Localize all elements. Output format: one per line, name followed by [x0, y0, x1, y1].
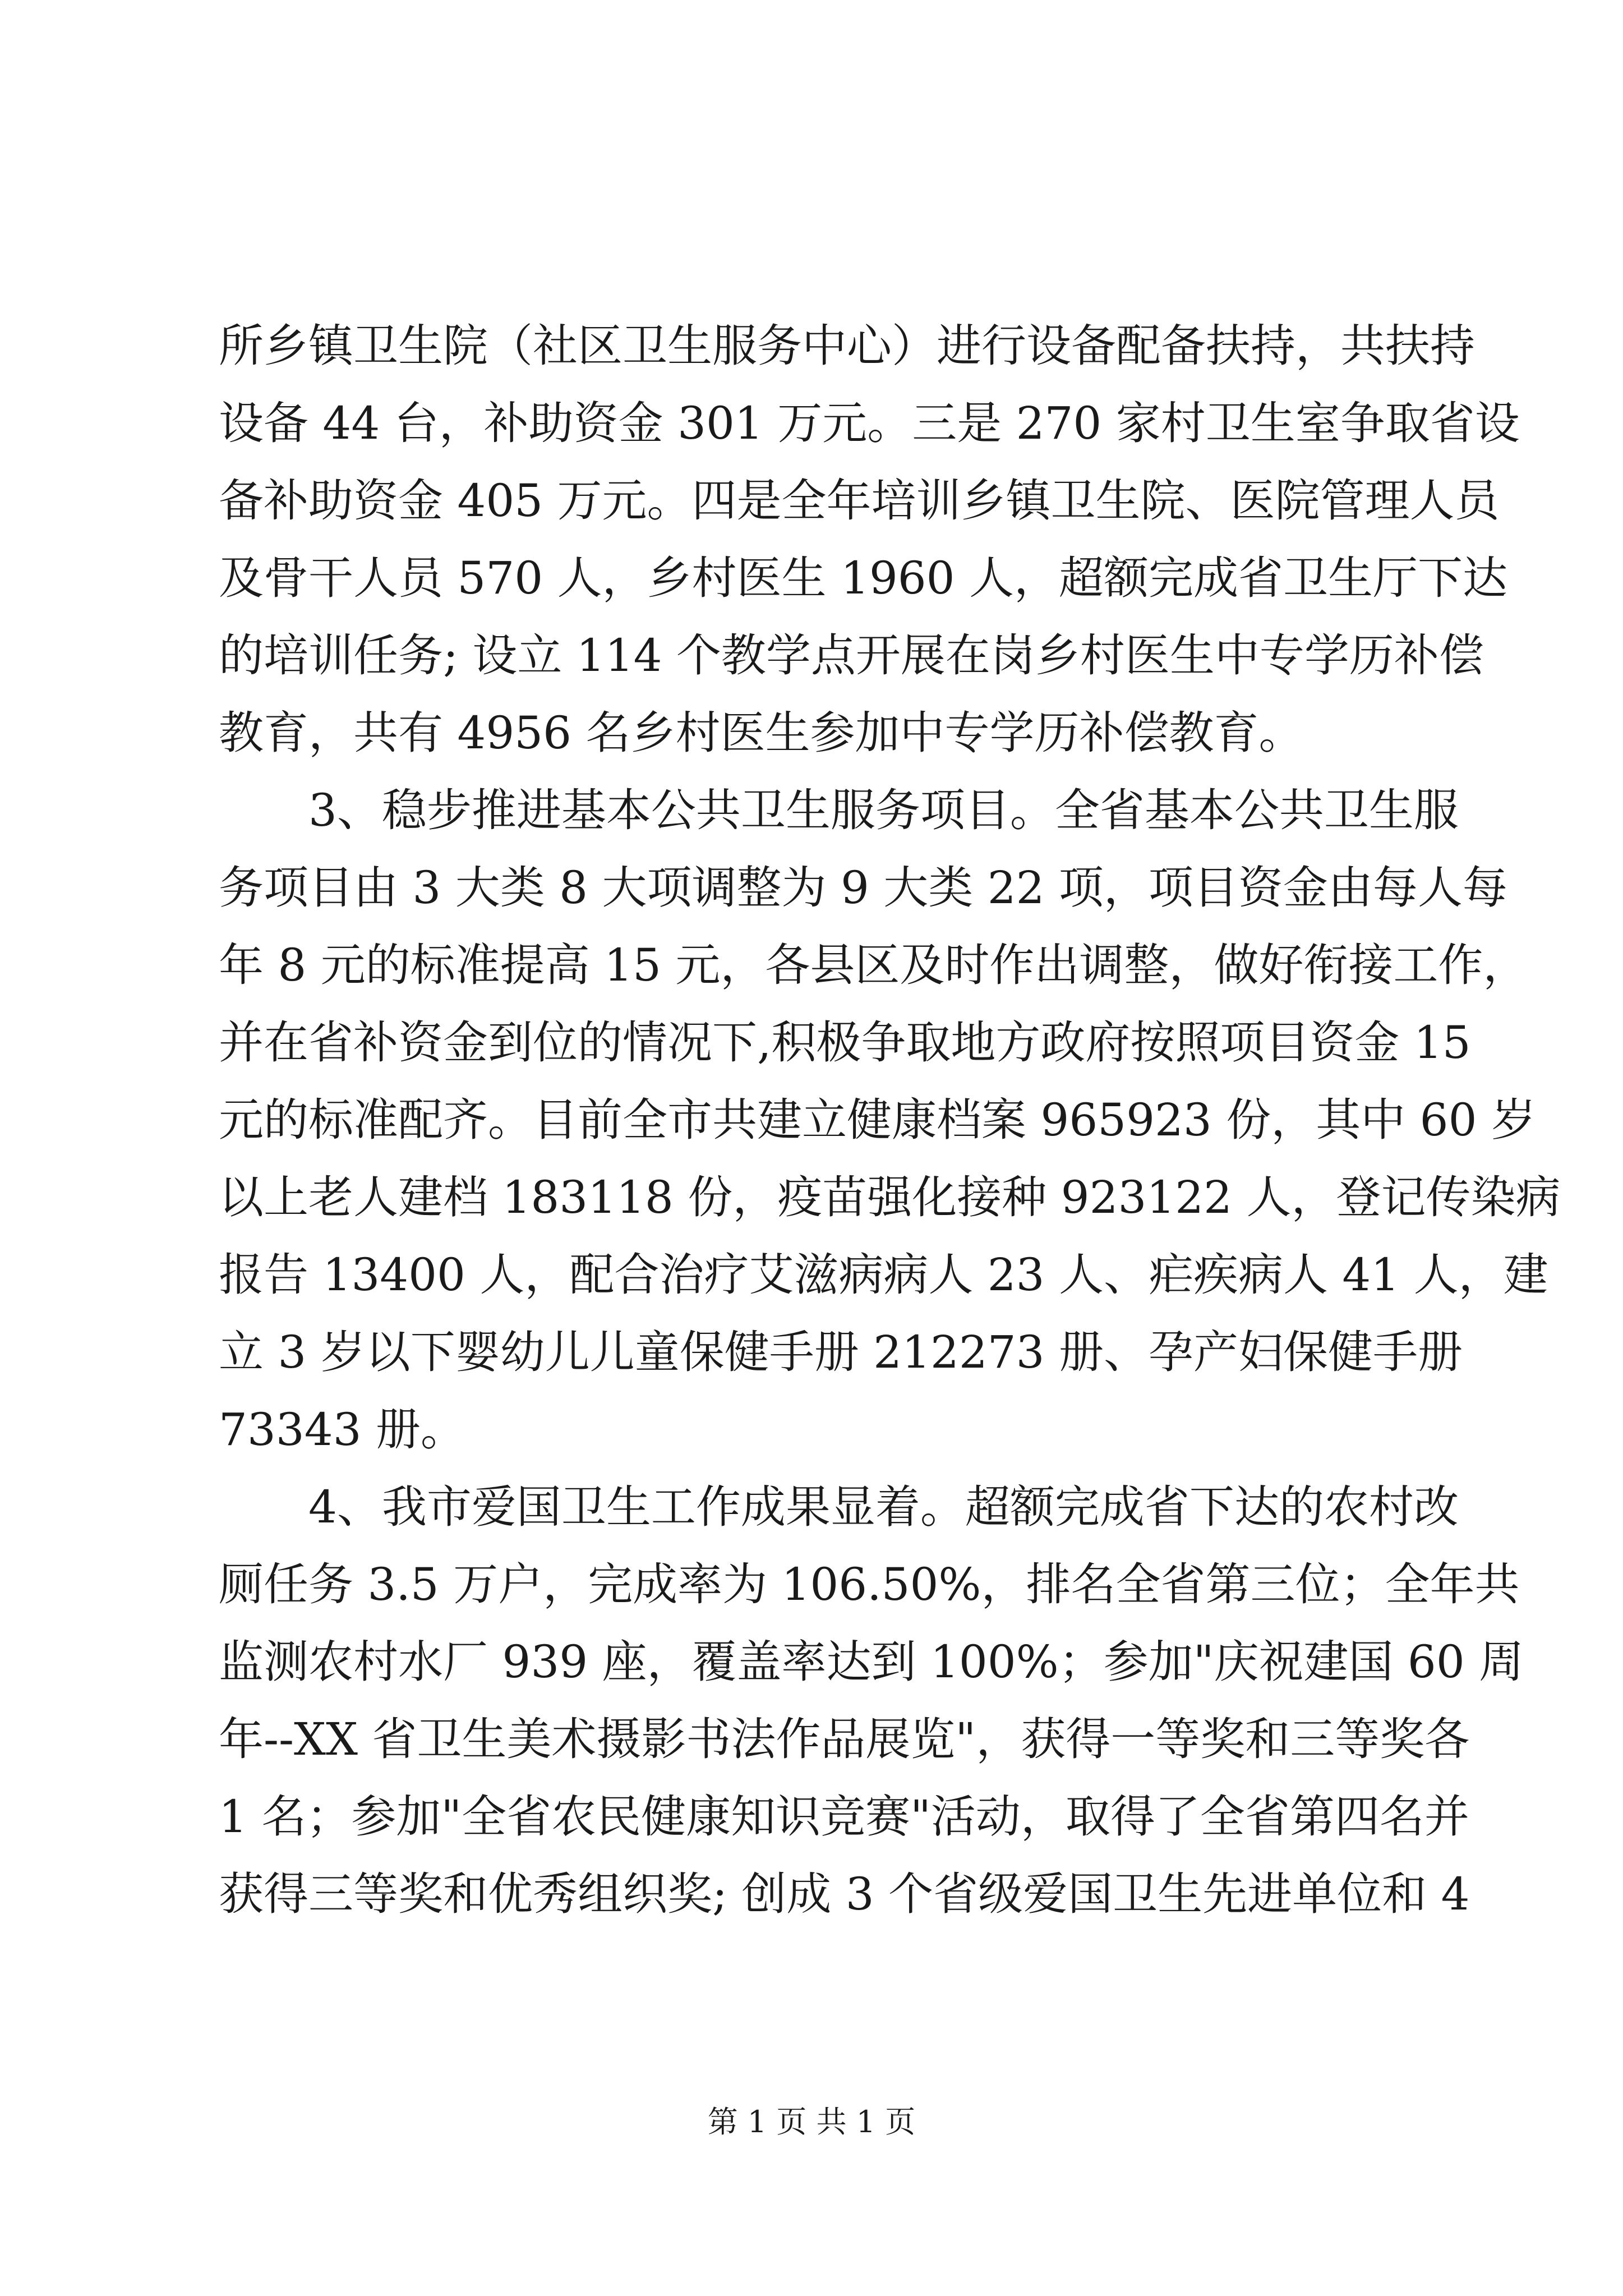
text-line: 教育，共有 4956 名乡村医生参加中专学历补偿教育。 [219, 707, 1304, 759]
text-line: 以上老人建档 183118 份，疫苗强化接种 923122 人，登记传染病 [219, 1171, 1561, 1223]
text-line: 报告 13400 人，配合治疗艾滋病病人 23 人、疟疾病人 41 人，建 [219, 1249, 1548, 1301]
text-line: 及骨干人员 570 人，乡村医生 1960 人，超额完成省卫生厅下达 [219, 552, 1508, 604]
text-line: 年 8 元的标准提高 15 元，各县区及时作出调整，做好衔接工作， [219, 939, 1528, 991]
text-line: 年--XX 省卫生美术摄影书法作品展览"，获得一等奖和三等奖各 [219, 1713, 1470, 1765]
text-line: 所乡镇卫生院（社区卫生服务中心）进行设备配备扶持，共扶持 [219, 320, 1475, 372]
text-line: 监测农村水厂 939 座，覆盖率达到 100%；参加"庆祝建国 60 周 [219, 1636, 1524, 1688]
text-line: 的培训任务; 设立 114 个教学点开展在岗乡村医生中专学历补偿 [219, 629, 1484, 682]
text-line: 立 3 岁以下婴幼儿儿童保健手册 212273 册、孕产妇保健手册 [219, 1326, 1463, 1378]
body-text [219, 307, 1561, 1933]
page-number-footer: 第 1 页 共 1 页 [707, 2104, 916, 2139]
text-line: 获得三等奖和优秀组织奖; 创成 3 个省级爱国卫生先进单位和 4 [219, 1868, 1470, 1920]
text-line: 备补助资金 405 万元。四是全年培训乡镇卫生院、医院管理人员 [219, 475, 1500, 527]
paragraph-start-line: 4、我市爱国卫生工作成果显着。超额完成省下达的农村改 [308, 1481, 1459, 1533]
text-line: 务项目由 3 大类 8 大项调整为 9 大类 22 项，项目资金由每人每 [219, 862, 1507, 914]
text-line: 1 名；参加"全省农民健康知识竞赛"活动，取得了全省第四名并 [219, 1791, 1469, 1843]
text-line: 并在省补资金到位的情况下,积极争取地方政府按照项目资金 15 [219, 1016, 1471, 1069]
text-line: 元的标准配齐。目前全市共建立健康档案 965923 份，其中 60 岁 [219, 1094, 1536, 1146]
text-line: 厕任务 3.5 万户，完成率为 106.50%，排名全省第三位；全年共 [219, 1558, 1520, 1611]
paragraph-start-line: 3、稳步推进基本公共卫生服务项目。全省基本公共卫生服 [308, 784, 1459, 836]
text-line: 73343 册。 [219, 1404, 465, 1456]
text-line: 设备 44 台，补助资金 301 万元。三是 270 家村卫生室争取省设 [219, 397, 1520, 449]
